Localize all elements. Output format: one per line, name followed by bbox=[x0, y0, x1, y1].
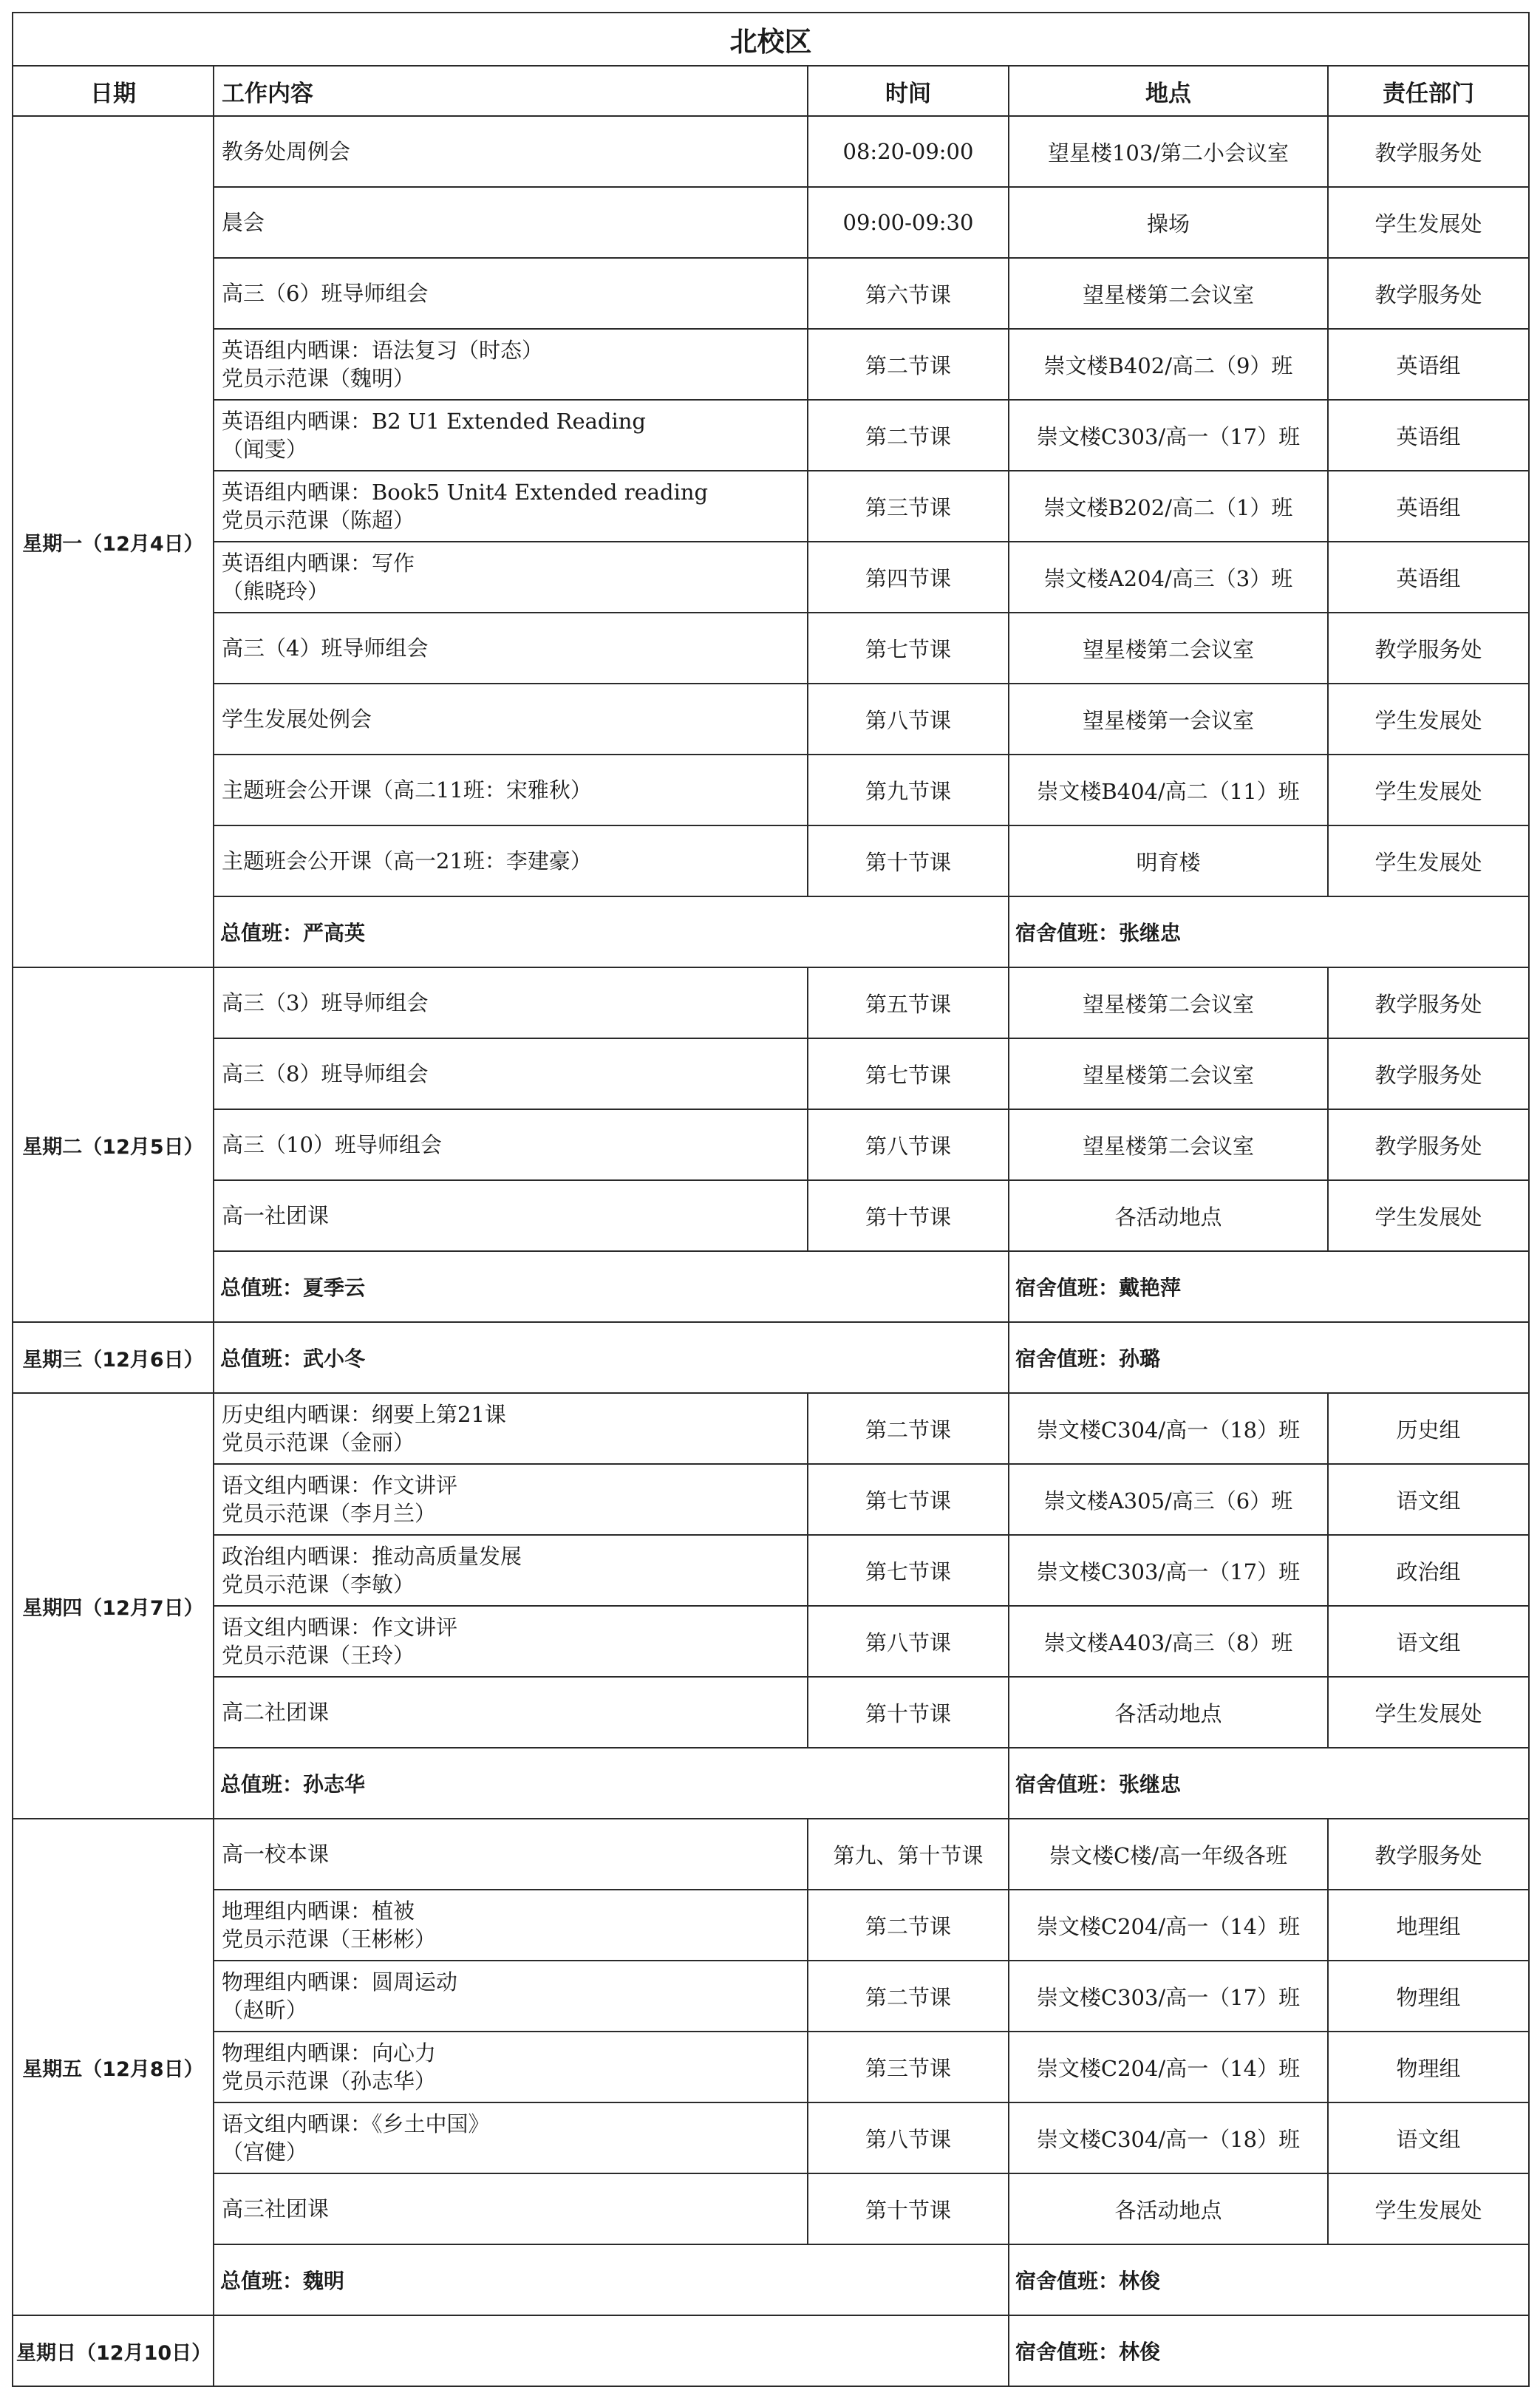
work-content bbox=[214, 2173, 808, 2244]
work-content-line2: （宫健） bbox=[222, 2139, 308, 2165]
place-cell: 各活动地点 bbox=[1009, 2173, 1328, 2244]
work-content bbox=[214, 967, 808, 1038]
schedule-row bbox=[13, 2032, 1529, 2102]
time-cell: 第八节课 bbox=[808, 1606, 1009, 1677]
schedule-row bbox=[13, 116, 1529, 187]
work-content bbox=[214, 684, 808, 755]
work-content-line2: 党员示范课（李月兰） bbox=[222, 1501, 437, 1526]
dept-cell: 英语组 bbox=[1328, 329, 1529, 400]
work-content-line1: 晨会 bbox=[222, 210, 265, 235]
place-cell: 崇文楼B402/高二（9）班 bbox=[1009, 329, 1328, 400]
work-content-line1: 高一校本课 bbox=[222, 1842, 330, 1867]
day-date: 星期日（12月10日） bbox=[13, 2315, 214, 2386]
table-title: 北校区 bbox=[13, 13, 1529, 66]
schedule-row bbox=[13, 2102, 1529, 2173]
place-cell: 崇文楼C304/高一（18）班 bbox=[1009, 2102, 1328, 2173]
work-content-line1: 高三（6）班导师组会 bbox=[222, 281, 429, 306]
duty-row bbox=[13, 896, 1529, 967]
place-cell: 崇文楼C303/高一（17）班 bbox=[1009, 1961, 1328, 2032]
duty-row bbox=[13, 1748, 1529, 1819]
schedule-row bbox=[13, 825, 1529, 896]
schedule-row bbox=[13, 187, 1529, 258]
place-cell: 操场 bbox=[1009, 187, 1328, 258]
work-content bbox=[214, 400, 808, 471]
work-content bbox=[214, 755, 808, 825]
dept-cell: 历史组 bbox=[1328, 1393, 1529, 1464]
work-content bbox=[214, 1109, 808, 1180]
dept-cell: 学生发展处 bbox=[1328, 1180, 1529, 1251]
time-cell: 第二节课 bbox=[808, 1393, 1009, 1464]
day-date: 星期五（12月8日） bbox=[13, 1819, 214, 2315]
place-cell: 望星楼第二会议室 bbox=[1009, 613, 1328, 684]
work-content-line2: 党员示范课（陈超） bbox=[222, 508, 415, 533]
time-cell: 第三节课 bbox=[808, 2032, 1009, 2102]
time-cell: 第十节课 bbox=[808, 1677, 1009, 1748]
work-content-line2: 党员示范课（金丽） bbox=[222, 1430, 415, 1455]
dept-cell: 学生发展处 bbox=[1328, 1677, 1529, 1748]
time-cell: 08:20-09:00 bbox=[808, 116, 1009, 187]
work-content-line1: 语文组内晒课：作文讲评 bbox=[222, 1473, 458, 1498]
work-content bbox=[214, 1890, 808, 1961]
schedule-table bbox=[12, 12, 1530, 2387]
schedule-row bbox=[13, 967, 1529, 1038]
work-content-line1: 历史组内晒课：纲要上第21课 bbox=[222, 1402, 506, 1427]
schedule-row bbox=[13, 1677, 1529, 1748]
duty-row bbox=[13, 1251, 1529, 1322]
work-content bbox=[214, 1961, 808, 2032]
dorm-duty: 宿舍值班：张继忠 bbox=[1009, 1748, 1529, 1819]
work-content bbox=[214, 1606, 808, 1677]
work-content-line1: 地理组内晒课：植被 bbox=[222, 1899, 415, 1924]
schedule-row bbox=[13, 1038, 1529, 1109]
place-cell: 望星楼第一会议室 bbox=[1009, 684, 1328, 755]
time-cell: 第七节课 bbox=[808, 613, 1009, 684]
work-content-line2: 党员示范课（魏明） bbox=[222, 366, 415, 391]
schedule-row bbox=[13, 1819, 1529, 1890]
dept-cell: 学生发展处 bbox=[1328, 755, 1529, 825]
time-cell: 09:00-09:30 bbox=[808, 187, 1009, 258]
work-content bbox=[214, 825, 808, 896]
general-duty: 总值班：夏季云 bbox=[214, 1251, 1009, 1322]
work-content bbox=[214, 1038, 808, 1109]
dept-cell: 教学服务处 bbox=[1328, 967, 1529, 1038]
work-content bbox=[214, 2032, 808, 2102]
work-content-line2: 党员示范课（王玲） bbox=[222, 1643, 415, 1668]
work-content-line1: 学生发展处例会 bbox=[222, 706, 372, 732]
place-cell: 崇文楼B202/高二（1）班 bbox=[1009, 471, 1328, 542]
duty-row bbox=[13, 1322, 1529, 1393]
schedule-row bbox=[13, 613, 1529, 684]
work-content bbox=[214, 1819, 808, 1890]
time-cell: 第二节课 bbox=[808, 400, 1009, 471]
dorm-duty: 宿舍值班：林俊 bbox=[1009, 2315, 1529, 2386]
work-content-line1: 高三（3）班导师组会 bbox=[222, 990, 429, 1015]
time-cell: 第七节课 bbox=[808, 1535, 1009, 1606]
work-content bbox=[214, 471, 808, 542]
work-content-line1: 高三（10）班导师组会 bbox=[222, 1132, 442, 1157]
schedule-row bbox=[13, 1393, 1529, 1464]
dept-cell: 英语组 bbox=[1328, 471, 1529, 542]
work-content-line1: 英语组内晒课：B2 U1 Extended Reading bbox=[222, 409, 646, 434]
schedule-row bbox=[13, 1890, 1529, 1961]
work-content bbox=[214, 258, 808, 329]
day-date: 星期三（12月6日） bbox=[13, 1322, 214, 1393]
work-content-line2: （闻雯） bbox=[222, 437, 308, 462]
dept-cell: 教学服务处 bbox=[1328, 1038, 1529, 1109]
time-cell: 第八节课 bbox=[808, 1109, 1009, 1180]
place-cell: 崇文楼C303/高一（17）班 bbox=[1009, 400, 1328, 471]
general-duty: 总值班：严高英 bbox=[214, 896, 1009, 967]
header-content: 工作内容 bbox=[214, 66, 808, 116]
schedule-row bbox=[13, 258, 1529, 329]
header-dept: 责任部门 bbox=[1328, 66, 1529, 116]
duty-row bbox=[13, 2244, 1529, 2315]
dept-cell: 学生发展处 bbox=[1328, 2173, 1529, 2244]
dept-cell: 政治组 bbox=[1328, 1535, 1529, 1606]
dept-cell: 物理组 bbox=[1328, 1961, 1529, 2032]
schedule-row bbox=[13, 1109, 1529, 1180]
dept-cell: 英语组 bbox=[1328, 400, 1529, 471]
place-cell: 崇文楼A305/高三（6）班 bbox=[1009, 1464, 1328, 1535]
dept-cell: 学生发展处 bbox=[1328, 187, 1529, 258]
schedule-row bbox=[13, 755, 1529, 825]
work-content-line1: 高三（4）班导师组会 bbox=[222, 636, 429, 661]
work-content-line1: 高三社团课 bbox=[222, 2196, 330, 2221]
dept-cell: 语文组 bbox=[1328, 2102, 1529, 2173]
dept-cell: 教学服务处 bbox=[1328, 116, 1529, 187]
time-cell: 第七节课 bbox=[808, 1464, 1009, 1535]
place-cell: 崇文楼C204/高一（14）班 bbox=[1009, 1890, 1328, 1961]
dept-cell: 学生发展处 bbox=[1328, 684, 1529, 755]
time-cell: 第九、第十节课 bbox=[808, 1819, 1009, 1890]
general-duty: 总值班：孙志华 bbox=[214, 1748, 1009, 1819]
time-cell: 第三节课 bbox=[808, 471, 1009, 542]
dept-cell: 英语组 bbox=[1328, 542, 1529, 613]
header-place: 地点 bbox=[1009, 66, 1328, 116]
schedule-row bbox=[13, 2173, 1529, 2244]
dept-cell: 语文组 bbox=[1328, 1606, 1529, 1677]
work-content-line1: 高三（8）班导师组会 bbox=[222, 1061, 429, 1086]
work-content-line1: 英语组内晒课：语法复习（时态） bbox=[222, 338, 544, 363]
work-content bbox=[214, 1464, 808, 1535]
place-cell: 崇文楼A204/高三（3）班 bbox=[1009, 542, 1328, 613]
dept-cell: 教学服务处 bbox=[1328, 1819, 1529, 1890]
time-cell: 第二节课 bbox=[808, 1890, 1009, 1961]
schedule-row bbox=[13, 1606, 1529, 1677]
place-cell: 望星楼第二会议室 bbox=[1009, 258, 1328, 329]
work-content-line2: 党员示范课（孙志华） bbox=[222, 2068, 437, 2094]
dorm-duty: 宿舍值班：林俊 bbox=[1009, 2244, 1529, 2315]
work-content-line2: （熊晓玲） bbox=[222, 579, 330, 604]
place-cell: 各活动地点 bbox=[1009, 1677, 1328, 1748]
time-cell: 第二节课 bbox=[808, 329, 1009, 400]
time-cell: 第九节课 bbox=[808, 755, 1009, 825]
work-content-line1: 物理组内晒课：圆周运动 bbox=[222, 1969, 458, 1995]
schedule-row bbox=[13, 329, 1529, 400]
general-duty bbox=[214, 2315, 1009, 2386]
time-cell: 第五节课 bbox=[808, 967, 1009, 1038]
work-content-line1: 主题班会公开课（高一21班：李建豪） bbox=[222, 848, 592, 874]
work-content-line2: 党员示范课（王彬彬） bbox=[222, 1927, 437, 1952]
dept-cell: 教学服务处 bbox=[1328, 258, 1529, 329]
schedule-row bbox=[13, 1535, 1529, 1606]
work-content bbox=[214, 1180, 808, 1251]
schedule-row bbox=[13, 400, 1529, 471]
day-date: 星期四（12月7日） bbox=[13, 1393, 214, 1819]
work-content-line1: 主题班会公开课（高二11班：宋雅秋） bbox=[222, 777, 592, 803]
place-cell: 各活动地点 bbox=[1009, 1180, 1328, 1251]
place-cell: 望星楼103/第二小会议室 bbox=[1009, 116, 1328, 187]
time-cell: 第六节课 bbox=[808, 258, 1009, 329]
day-date: 星期二（12月5日） bbox=[13, 967, 214, 1322]
dorm-duty: 宿舍值班：孙璐 bbox=[1009, 1322, 1529, 1393]
dept-cell: 地理组 bbox=[1328, 1890, 1529, 1961]
work-content-line1: 高二社团课 bbox=[222, 1700, 330, 1725]
time-cell: 第十节课 bbox=[808, 1180, 1009, 1251]
dept-cell: 物理组 bbox=[1328, 2032, 1529, 2102]
work-content bbox=[214, 2102, 808, 2173]
place-cell: 崇文楼B404/高二（11）班 bbox=[1009, 755, 1328, 825]
work-content bbox=[214, 613, 808, 684]
header-date: 日期 bbox=[13, 66, 214, 116]
work-content-line1: 英语组内晒课：写作 bbox=[222, 551, 415, 576]
place-cell: 崇文楼A403/高三（8）班 bbox=[1009, 1606, 1328, 1677]
work-content bbox=[214, 116, 808, 187]
place-cell: 崇文楼C204/高一（14）班 bbox=[1009, 2032, 1328, 2102]
place-cell: 崇文楼C304/高一（18）班 bbox=[1009, 1393, 1328, 1464]
schedule-row bbox=[13, 471, 1529, 542]
work-content-line2: 党员示范课（李敏） bbox=[222, 1572, 415, 1597]
header-time: 时间 bbox=[808, 66, 1009, 116]
work-content-line1: 物理组内晒课：向心力 bbox=[222, 2040, 437, 2066]
work-content-line2: （赵昕） bbox=[222, 1998, 308, 2023]
dorm-duty: 宿舍值班：张继忠 bbox=[1009, 896, 1529, 967]
place-cell: 望星楼第二会议室 bbox=[1009, 1109, 1328, 1180]
dept-cell: 语文组 bbox=[1328, 1464, 1529, 1535]
time-cell: 第二节课 bbox=[808, 1961, 1009, 2032]
schedule-row bbox=[13, 542, 1529, 613]
general-duty: 总值班：武小冬 bbox=[214, 1322, 1009, 1393]
general-duty: 总值班：魏明 bbox=[214, 2244, 1009, 2315]
work-content bbox=[214, 1535, 808, 1606]
work-content bbox=[214, 1393, 808, 1464]
schedule-row bbox=[13, 1180, 1529, 1251]
work-content bbox=[214, 1677, 808, 1748]
work-content-line1: 语文组内晒课：《乡土中国》 bbox=[222, 2111, 490, 2136]
work-content-line1: 政治组内晒课：推动高质量发展 bbox=[222, 1544, 522, 1569]
schedule-row bbox=[13, 1464, 1529, 1535]
work-content bbox=[214, 542, 808, 613]
schedule-row bbox=[13, 684, 1529, 755]
time-cell: 第八节课 bbox=[808, 2102, 1009, 2173]
work-content-line1: 英语组内晒课：Book5 Unit4 Extended reading bbox=[222, 480, 709, 505]
duty-row bbox=[13, 2315, 1529, 2386]
schedule-row bbox=[13, 1961, 1529, 2032]
place-cell: 望星楼第二会议室 bbox=[1009, 967, 1328, 1038]
schedule-body bbox=[13, 116, 1529, 2386]
work-content-line1: 高一社团课 bbox=[222, 1203, 330, 1228]
time-cell: 第七节课 bbox=[808, 1038, 1009, 1109]
time-cell: 第八节课 bbox=[808, 684, 1009, 755]
work-content-line1: 教务处周例会 bbox=[222, 139, 351, 164]
place-cell: 明育楼 bbox=[1009, 825, 1328, 896]
dept-cell: 学生发展处 bbox=[1328, 825, 1529, 896]
dept-cell: 教学服务处 bbox=[1328, 613, 1529, 684]
time-cell: 第十节课 bbox=[808, 2173, 1009, 2244]
time-cell: 第十节课 bbox=[808, 825, 1009, 896]
day-date: 星期一（12月4日） bbox=[13, 116, 214, 967]
work-content bbox=[214, 329, 808, 400]
dept-cell: 教学服务处 bbox=[1328, 1109, 1529, 1180]
place-cell: 崇文楼C303/高一（17）班 bbox=[1009, 1535, 1328, 1606]
work-content-line1: 语文组内晒课：作文讲评 bbox=[222, 1615, 458, 1640]
dorm-duty: 宿舍值班：戴艳萍 bbox=[1009, 1251, 1529, 1322]
place-cell: 望星楼第二会议室 bbox=[1009, 1038, 1328, 1109]
time-cell: 第四节课 bbox=[808, 542, 1009, 613]
place-cell: 崇文楼C楼/高一年级各班 bbox=[1009, 1819, 1328, 1890]
work-content bbox=[214, 187, 808, 258]
